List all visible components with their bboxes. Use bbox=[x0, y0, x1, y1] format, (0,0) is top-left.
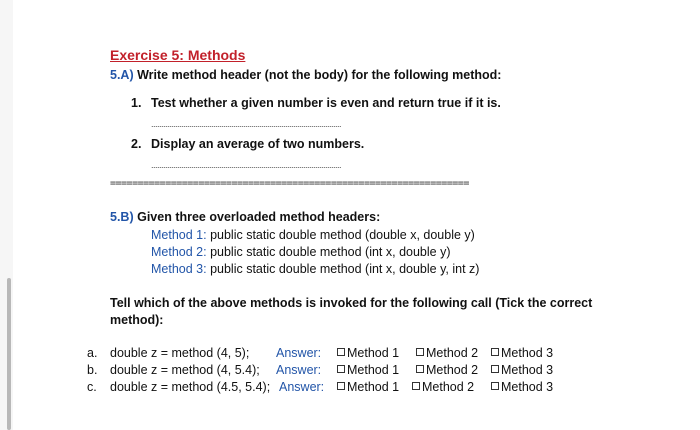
call-c-option-1[interactable] bbox=[337, 380, 399, 394]
call-c-option-2[interactable] bbox=[412, 380, 474, 394]
section-separator: ================================================================= bbox=[110, 178, 469, 189]
call-c-answer-label: Answer: bbox=[279, 380, 325, 394]
question-line-1: Tell which of the above methods is invoked for the following call (Tick the correct bbox=[110, 296, 593, 310]
method-3-signature: public static double method (int x, double y, int z) bbox=[210, 262, 480, 276]
method-2-header bbox=[151, 245, 451, 259]
part-a-text: Write method header (not the body) for the following method: bbox=[137, 68, 502, 82]
method-1-signature: public static double method (double x, double y) bbox=[210, 228, 475, 242]
call-a-answer-label: Answer: bbox=[276, 346, 322, 360]
option-label: Method 3 bbox=[501, 363, 554, 377]
option-label: Method 2 bbox=[422, 380, 475, 394]
item-1 bbox=[131, 96, 501, 110]
option-label: Method 1 bbox=[347, 380, 400, 394]
option-label: Method 1 bbox=[347, 363, 400, 377]
call-a-code: double z = method (4, 5); bbox=[110, 346, 250, 360]
item-2 bbox=[131, 137, 364, 151]
checkbox-icon[interactable] bbox=[416, 348, 424, 356]
call-b-option-1[interactable] bbox=[337, 363, 399, 377]
option-label: Method 1 bbox=[347, 346, 400, 360]
method-3-header bbox=[151, 262, 479, 276]
scrollbar-thumb[interactable] bbox=[7, 278, 11, 430]
call-a-option-3[interactable] bbox=[491, 346, 553, 360]
method-2-name: Method 2: bbox=[151, 245, 207, 259]
call-c-letter: c. bbox=[87, 380, 97, 394]
answer-blank-1: ............................................................................................... bbox=[151, 119, 342, 129]
answer-blank-2: ............................................................................................... bbox=[151, 160, 342, 170]
call-a-option-2[interactable] bbox=[416, 346, 478, 360]
option-label: Method 2 bbox=[426, 363, 479, 377]
call-b-option-3[interactable] bbox=[491, 363, 553, 377]
call-b-answer-label: Answer: bbox=[276, 363, 322, 377]
item-2-text: Display an average of two numbers. bbox=[151, 137, 365, 151]
part-b-label: 5.B) bbox=[110, 210, 134, 224]
checkbox-icon[interactable] bbox=[491, 365, 499, 373]
call-a-letter: a. bbox=[87, 346, 98, 360]
item-1-text: Test whether a given number is even and return true if it is. bbox=[151, 96, 501, 110]
call-c-code: double z = method (4.5, 5.4); bbox=[110, 380, 271, 394]
method-1-name: Method 1: bbox=[151, 228, 207, 242]
option-label: Method 3 bbox=[501, 380, 554, 394]
part-b-text: Given three overloaded method headers: bbox=[137, 210, 381, 224]
checkbox-icon[interactable] bbox=[491, 382, 499, 390]
part-a-label: 5.A) bbox=[110, 68, 134, 82]
part-b-heading bbox=[110, 210, 380, 224]
call-b-code: double z = method (4, 5.4); bbox=[110, 363, 260, 377]
checkbox-icon[interactable] bbox=[416, 365, 424, 373]
item-1-number: 1. bbox=[131, 96, 142, 110]
option-label: Method 3 bbox=[501, 346, 554, 360]
checkbox-icon[interactable] bbox=[491, 348, 499, 356]
part-a-heading bbox=[110, 68, 501, 82]
call-b-letter: b. bbox=[87, 363, 98, 377]
checkbox-icon[interactable] bbox=[412, 382, 420, 390]
option-label: Method 2 bbox=[426, 346, 479, 360]
call-a-option-1[interactable] bbox=[337, 346, 399, 360]
call-c-option-3[interactable] bbox=[491, 380, 553, 394]
item-2-number: 2. bbox=[131, 137, 142, 151]
checkbox-icon[interactable] bbox=[337, 348, 345, 356]
question-line-2: method): bbox=[110, 313, 164, 327]
checkbox-icon[interactable] bbox=[337, 382, 345, 390]
call-b-option-2[interactable] bbox=[416, 363, 478, 377]
method-1-header bbox=[151, 228, 475, 242]
exercise-title: Exercise 5: Methods bbox=[110, 47, 246, 63]
checkbox-icon[interactable] bbox=[337, 365, 345, 373]
method-3-name: Method 3: bbox=[151, 262, 207, 276]
method-2-signature: public static double method (int x, double y) bbox=[210, 245, 451, 259]
